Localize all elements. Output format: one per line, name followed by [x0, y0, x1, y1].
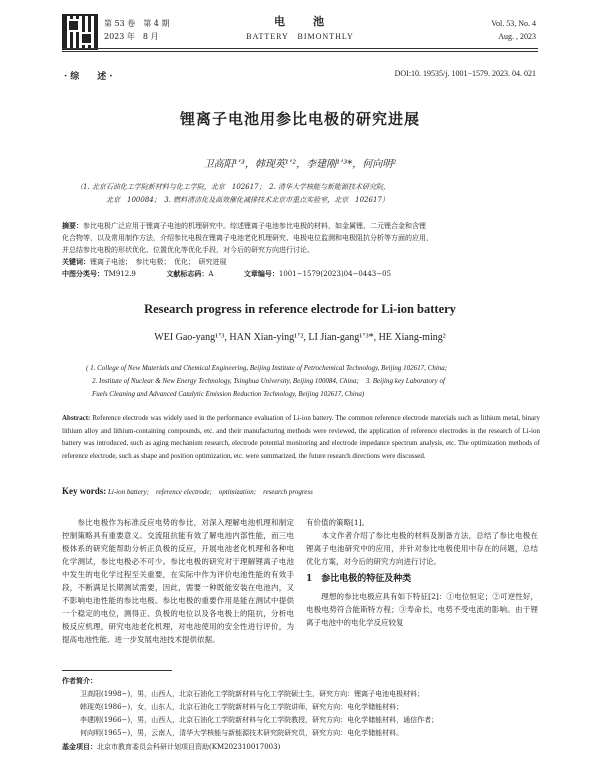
body-right-column-top: [306, 516, 538, 630]
body-right-column-p2: 本文作者介绍了参比电极的材料及制备方法，总结了参比电极在锂离子电池研究中的应用，并针对参比电极使用中存在的问题，总结优化方案，对今后的研究方向进行讨论。: [306, 531, 538, 566]
header-rule-1: [62, 48, 538, 49]
abstract-en: [62, 412, 540, 462]
body-right-column-p1: 有价值的策略[1]。: [306, 518, 370, 527]
abstract-cn-line-3: 并总结参比电极的形状优化、位置优化等优化手段，对今后的研究方向进行讨论。: [62, 246, 314, 254]
affiliation-en-line-3: Fuels Cleaning and Advanced Catalytic Emission Reduction Technology, Beijing 102617, China): [92, 390, 365, 398]
keywords-en-label: Key words:: [62, 486, 107, 496]
header-date-en: Aug. , 2023: [498, 32, 536, 41]
title-en: Research progress in reference electrode for Li-ion battery: [144, 302, 456, 316]
article-id: 1001−1579(2023)04−0443−05: [278, 270, 392, 278]
abstract-en-text: Reference electrode was widely used in the performance evaluation of Li-ion battery. The common reference electrode materials such as lithium metal, binary lithium alloy and lithium-containing compounds, etc. and their manufacturing methods were reviewed, the application of reference electrodes in the research of Li-ion battery was introduced, such as aging mechanism research, electrode potential monitoring and electrode impedance spectrum analysis, etc. The optimization methods of reference electrode, such as shape and position optimization, etc. were summarized, the future research directions were discussed.: [62, 414, 540, 460]
abstract-cn: [62, 220, 540, 280]
author-bio-2: 韩现英(1986−)，女，山东人，北京石油化工学院新材料与化工学院讲师，研究方向：电化学储能材料；: [80, 703, 404, 711]
header-date-cn: 2023 年 8 月: [104, 32, 159, 41]
header-journal-cn: 电 池: [274, 15, 326, 28]
authors-cn: 卫高阳¹ʼ³，韩现英¹ʼ²，李建刚¹ʼ³*，何向明²: [203, 159, 397, 170]
abstract-cn-line-2: 化合物等，以及常用制作方法，介绍参比电极在锂离子电池老化机理研究、电极电位监测和电极阻抗分析等方面的应用，: [62, 234, 433, 242]
footnote-rule: [62, 670, 172, 671]
fund-label: 基金项目：: [62, 742, 97, 751]
author-bio-4: 何向明(1965−)，男，云南人，清华大学核能与新能源技术研究院研究员，研究方向：电化学储能材料。: [80, 729, 404, 737]
keywords-en-row: [62, 486, 313, 497]
keywords-cn-label: 关键词：: [62, 257, 90, 266]
title-cn: 锂离子电池用参比电极的研究进展: [179, 110, 420, 128]
author-bio-1: 卫高阳(1998−)，男，山西人，北京石油化工学院新材料与化工学院硕士生，研究方向：锂离子电池电极材料；: [80, 690, 425, 698]
abstract-en-label: Abstract:: [62, 414, 91, 422]
article-id-label: 文章编号：: [243, 269, 279, 278]
abstract-cn-label: 摘要：: [62, 221, 83, 230]
doc-code: A: [208, 270, 214, 278]
doc-code-label: 文献标志码：: [166, 269, 209, 278]
header-journal-en: BATTERY BIMONTHLY: [246, 32, 354, 41]
affiliation-en-line-2: 2. Institute of Nuclear & New Energy Technology, Tsinghua University, Beijing 100084, China; 3. Beijing key Laboratory of: [92, 377, 445, 385]
fund-text: 北京市教育委员会科研计划项目资助(KM202310017003): [97, 743, 281, 751]
section-1-heading: 1 参比电极的特征及种类: [306, 574, 412, 584]
body-left-column: 参比电极作为标准反应电势的参比，对深入理解电池机理和制定控制策略具有重要意义。交流阻抗能有效了解电池内部性能，而三电极体系的研究能帮助分析正负极的反应，开展电池老化机理和各种电化学测试，参比电极必不可少。参比电极的研究对于理解锂离子电池中发生的电化学过程至关重要，在实际中作为评价电池性能的有效手段，不断满足长期测试需要，因此，需要一种既能安装在电池内，又不影响电池性能的参比电极。参比电极的重要作用是能在测试中提供一个稳定的电位，测得正、负极的电位以及各电极上的阻抗，分析电极反应机理，研究电池老化机理，对电池使用的安全性进行评价，为提高电池性能、进一步发展电池技术提供依据。: [62, 518, 294, 644]
clc-label: 中图分类号：: [62, 269, 104, 278]
keywords-cn: 锂离子电池； 参比电极； 优化； 研究进展: [90, 258, 227, 266]
keywords-en: Li-ion battery; reference electrode; optimization; research progress: [108, 488, 313, 496]
abstract-cn-line-1: 参比电极广泛应用于锂离子电池的机理研究中。综述锂离子电池参比电极的材料，如金属锂、二元锂合金和含锂: [83, 222, 426, 230]
header-volume-cn: 第 53 卷 第 4 期: [104, 19, 170, 28]
header-volume-en: Vol. 53, No. 4: [491, 19, 536, 28]
section-label: · 综 述 ·: [64, 72, 113, 82]
header-rule-2: [62, 51, 538, 52]
authors-en: WEI Gao-yang¹ʼ³, HAN Xian-ying¹ʼ², LI Jian-gang¹ʼ³*, HE Xiang-ming²: [154, 332, 446, 343]
affiliation-cn-line-2: 北京 100084； 3. 燃料清洁化及高效催化减排技术北京市重点实验室，北京 102617）: [106, 196, 389, 204]
affiliation-cn-line-1: （1. 北京石油化工学院新材料与化工学院，北京 102617； 2. 清华大学核能与新能源技术研究院，: [76, 183, 391, 191]
affiliation-en-line-1: ( 1. College of New Materials and Chemical Engineering, Beijing Institute of Petrochemical Technology, Beijing 102617, China;: [86, 364, 448, 372]
doi: DOI:10. 19535/j. 1001−1579. 2023. 04. 021: [394, 69, 536, 78]
footnote: [62, 674, 540, 754]
author-bio-label: 作者简介：: [62, 676, 97, 685]
body-right-column-p3: 理想的参比电极应具有如下特征[2]：①电位恒定；②可逆性好，电极电势符合能斯特方程；③寿命长，电势不受电流的影响。由于锂离子电池中的电化学反应较复: [306, 592, 538, 627]
clc-code: TM912.9: [104, 270, 136, 278]
author-bio-3: 李建刚(1966−)，男，山西人，北京石油化工学院新材料与化工学院教授，研究方向：电化学储能材料，通信作者；: [80, 716, 439, 724]
